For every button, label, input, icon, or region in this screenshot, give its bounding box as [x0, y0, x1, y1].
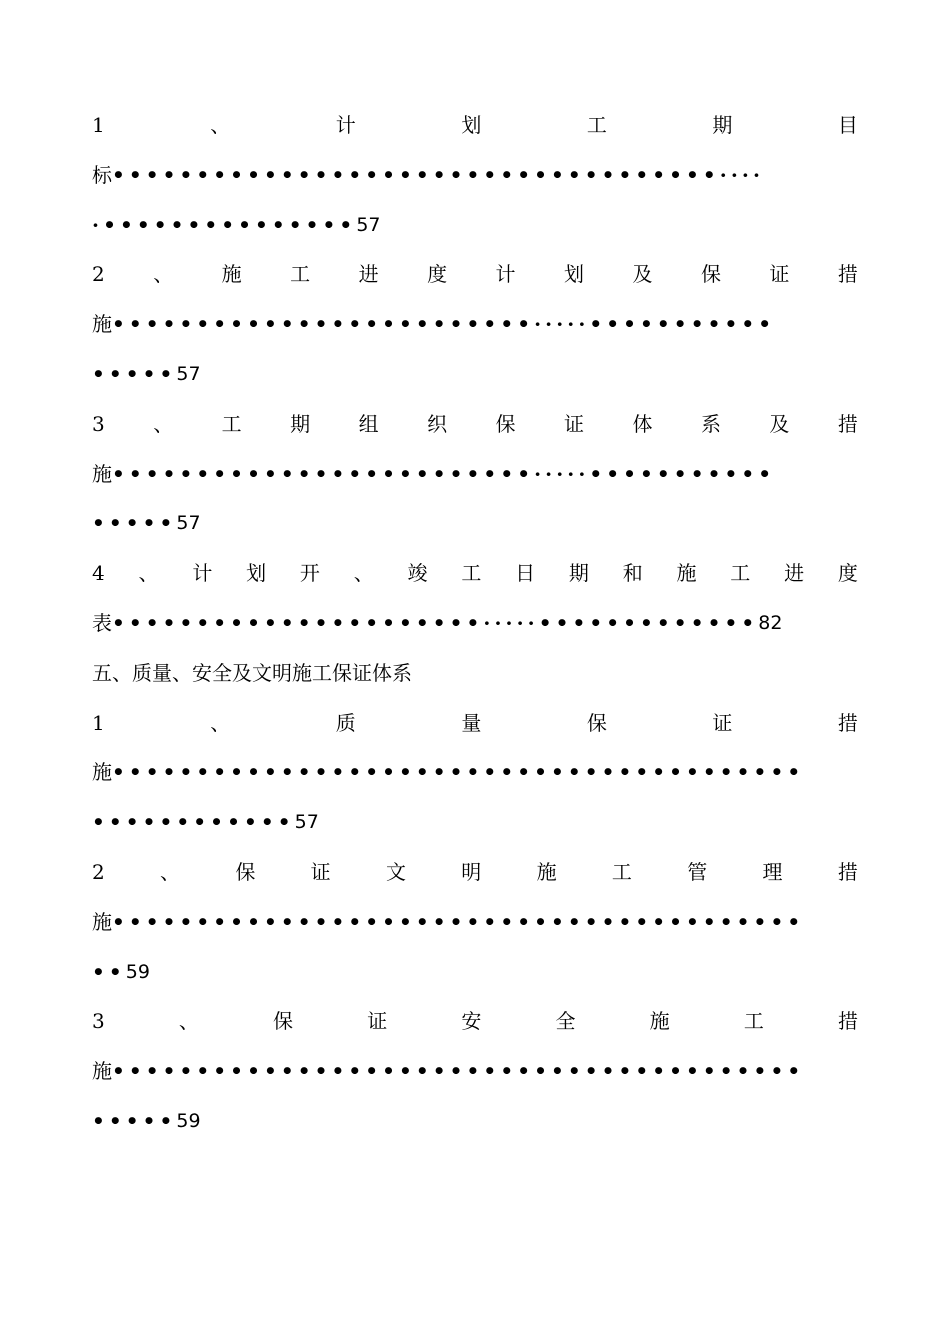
toc-char: 系: [700, 411, 721, 436]
toc-char: 、: [178, 1009, 199, 1034]
toc-char: 、: [210, 710, 231, 735]
toc-char: 开: [299, 561, 320, 586]
toc-char: 3: [92, 1009, 105, 1034]
dot-leader: •••••: [92, 511, 177, 536]
toc-char: 施: [649, 1009, 670, 1034]
toc-char: 措: [837, 859, 858, 884]
toc-char: 质: [335, 710, 356, 735]
toc-char: 标: [92, 162, 112, 187]
dot-leader: ·•••••••••••••••: [92, 212, 357, 237]
toc-char: 期: [712, 113, 733, 137]
page-number: 59: [125, 960, 150, 983]
toc-char: 2: [92, 262, 105, 287]
toc-entry-5-2-title: [92, 848, 858, 898]
toc-char: 及: [632, 262, 653, 287]
toc-char: 证: [712, 710, 733, 735]
page-number: 57: [356, 213, 381, 236]
page-number: 57: [176, 512, 201, 535]
toc-char: 保: [273, 1009, 294, 1034]
section-heading: 五、质量、安全及文明施工保证体系: [92, 660, 412, 685]
toc-char: 措: [837, 411, 858, 436]
toc-char: 表: [92, 610, 112, 635]
toc-entry-2-page: [92, 350, 858, 400]
toc-char: 保: [700, 262, 721, 287]
toc-entry-2-leader: [92, 300, 858, 350]
toc-char: 、: [153, 411, 174, 436]
toc-char: 1: [92, 710, 105, 735]
toc-entry-4-title: [92, 549, 858, 599]
page-number: 57: [294, 811, 319, 834]
toc-entry-5-2-leader: [92, 898, 858, 948]
toc-entry-1-title: [92, 101, 858, 151]
toc-char: 期: [290, 411, 311, 436]
toc-char: 、: [138, 561, 159, 586]
toc-char: 措: [837, 262, 858, 287]
toc-char: 期: [568, 561, 589, 586]
dot-leader: •••••••••••••••••••••••••·····•••••••••••: [112, 312, 776, 337]
dot-leader: ••: [92, 959, 126, 984]
dot-leader: •••••••••••••••••••••••••·····•••••••••••: [112, 461, 776, 486]
toc-char: 证: [310, 859, 331, 884]
toc-entry-5-3-title: [92, 997, 858, 1047]
toc-char: 施: [221, 262, 242, 287]
page-number: 82: [758, 611, 783, 634]
toc-char: 1: [92, 113, 105, 137]
toc-char: 3: [92, 411, 105, 436]
toc-char: 体: [632, 411, 653, 436]
toc-char: 组: [358, 411, 379, 436]
toc-char: 日: [515, 561, 536, 586]
toc-char: 计: [335, 113, 356, 137]
dot-leader: •••••: [92, 1108, 177, 1133]
toc-char: 施: [92, 461, 112, 486]
toc-char: 2: [92, 859, 105, 884]
toc-entry-3-leader: [92, 450, 858, 500]
dot-leader: •••••••••••••••••••••••••••••••••••••••••: [112, 909, 805, 934]
toc-char: 和: [622, 561, 643, 586]
toc-char: 保: [495, 411, 516, 436]
toc-entry-3-title: [92, 400, 858, 450]
toc-char: 工: [290, 262, 311, 287]
toc-char: 证: [367, 1009, 388, 1034]
toc-entry-2-title: [92, 250, 858, 300]
toc-entry-5-3-leader: [92, 1047, 858, 1097]
toc-char: 竣: [407, 561, 428, 586]
toc-char: 织: [427, 411, 448, 436]
toc-char: 计: [495, 262, 516, 287]
table-of-contents: [92, 101, 858, 1147]
toc-char: 文: [385, 859, 406, 884]
page-number: 57: [176, 362, 201, 385]
toc-char: 工: [461, 561, 482, 586]
toc-char: 度: [427, 262, 448, 287]
toc-char: 、: [353, 561, 374, 586]
toc-char: 施: [92, 909, 112, 934]
toc-char: 管: [687, 859, 708, 884]
toc-entry-5-1-leader: [92, 748, 858, 798]
toc-char: 进: [784, 561, 805, 586]
toc-char: 证: [769, 262, 790, 287]
toc-char: 安: [461, 1009, 482, 1034]
toc-entry-1-page: [92, 201, 858, 251]
toc-char: 施: [92, 1059, 112, 1084]
toc-char: 4: [92, 561, 105, 586]
dot-leader: •••••••••••••••••••••••••••••••••••••••••: [112, 760, 805, 785]
toc-char: 理: [762, 859, 783, 884]
toc-char: 施: [536, 859, 557, 884]
toc-char: 全: [555, 1009, 576, 1034]
toc-entry-5-2-page: [92, 948, 858, 998]
toc-char: 量: [461, 710, 482, 735]
toc-char: 目: [837, 113, 858, 137]
toc-entry-5-1-title: [92, 699, 858, 749]
toc-char: 、: [160, 859, 181, 884]
page-number: 59: [176, 1109, 201, 1132]
toc-entry-3-page: [92, 499, 858, 549]
dot-leader: ••••••••••••: [92, 810, 295, 835]
toc-char: 措: [837, 710, 858, 735]
toc-char: 、: [153, 262, 174, 287]
toc-char: 计: [192, 561, 213, 586]
dot-leader: •••••: [92, 361, 177, 386]
toc-char: 明: [461, 859, 482, 884]
toc-char: 工: [611, 859, 632, 884]
toc-char: 证: [564, 411, 585, 436]
toc-char: 保: [235, 859, 256, 884]
toc-char: 、: [210, 113, 231, 137]
dot-leader: ••••••••••••••••••••••·····•••••••••••••: [112, 610, 759, 635]
toc-char: 工: [730, 561, 751, 586]
toc-char: 措: [837, 1009, 858, 1034]
toc-char: 施: [92, 312, 112, 337]
toc-char: 进: [358, 262, 379, 287]
dot-leader: ••••••••••••••••••••••••••••••••••••····: [112, 162, 765, 187]
toc-char: 工: [221, 411, 242, 436]
toc-char: 施: [676, 561, 697, 586]
toc-char: 划: [246, 561, 267, 586]
toc-char: 施: [92, 760, 112, 785]
toc-entry-1-leader: [92, 151, 858, 201]
toc-char: 及: [769, 411, 790, 436]
toc-char: 工: [743, 1009, 764, 1034]
toc-char: 度: [837, 561, 858, 586]
toc-char: 划: [564, 262, 585, 287]
toc-char: 工: [586, 113, 607, 137]
toc-entry-5-1-page: [92, 798, 858, 848]
dot-leader: •••••••••••••••••••••••••••••••••••••••••: [112, 1059, 805, 1084]
toc-char: 划: [461, 113, 482, 137]
toc-entry-4-leader: [92, 599, 858, 649]
toc-char: 保: [586, 710, 607, 735]
toc-entry-5-3-page: [92, 1097, 858, 1147]
